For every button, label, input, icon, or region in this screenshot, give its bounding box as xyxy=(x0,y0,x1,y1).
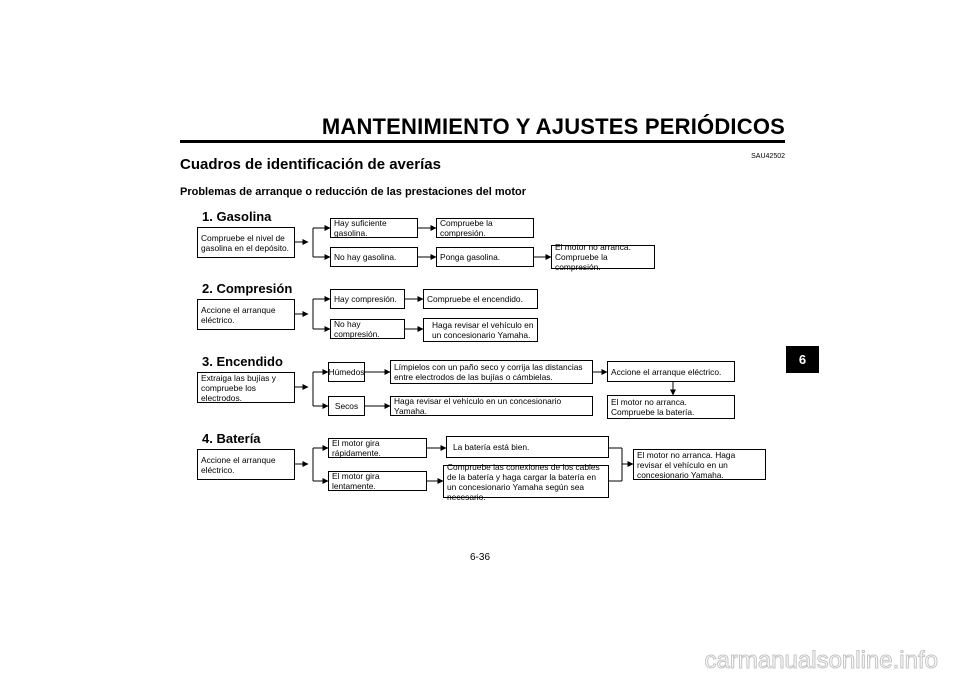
section-subtitle: Problemas de arranque o reducción de las prestaciones del motor xyxy=(180,186,526,198)
compresion-no-action-box: Haga revisar el vehículo en un concesionario Yamaha. xyxy=(423,318,538,342)
section-title: Cuadros de identificación de averías xyxy=(180,156,441,173)
gasolina-start-box: Compruebe el nivel de gasolina en el depósito. xyxy=(197,227,295,258)
section-code: SAU42502 xyxy=(751,153,785,160)
bateria-start-box: Accione el arranque eléctrico. xyxy=(197,449,295,480)
encendido-dry-action-box: Haga revisar el vehículo en un concesionario Yamaha. xyxy=(390,396,593,416)
flow-title-bateria: 4. Batería xyxy=(202,431,261,446)
gasolina-yes-action-box: Compruebe la compresión. xyxy=(436,218,534,238)
gasolina-result-box: El motor no arranca. Compruebe la compresión. xyxy=(551,245,655,269)
encendido-wet-action-box: Límpielos con un paño seco y corrija las distancias entre electrodos de las bujías o cámbielas. xyxy=(390,360,593,384)
watermark-text: carmanualsonline.info xyxy=(704,647,938,674)
bateria-fast-action-box: La batería está bien. xyxy=(446,436,609,458)
bateria-result-box: El motor no arranca. Haga revisar el vehículo en un concesionario Yamaha. xyxy=(633,449,766,480)
flow-title-compresion: 2. Compresión xyxy=(202,281,293,296)
page-number: 6-36 xyxy=(469,552,490,563)
compresion-yes-action-box: Compruebe el encendido. xyxy=(423,289,538,309)
encendido-wet-box: Húmedos xyxy=(328,362,365,382)
bateria-fast-box: El motor gira rápidamente. xyxy=(328,438,427,458)
chapter-tab: 6 xyxy=(786,346,819,373)
encendido-start-box: Extraiga las bujías y compruebe los electrodos. xyxy=(197,372,295,403)
encendido-wet-next-box: Accione el arranque eléctrico. xyxy=(607,361,735,382)
flow-title-gasolina: 1. Gasolina xyxy=(202,209,272,224)
gasolina-no-action-box: Ponga gasolina. xyxy=(436,247,534,267)
compresion-no-box: No hay compresión. xyxy=(330,319,405,339)
flow-title-encendido: 3. Encendido xyxy=(202,354,283,369)
compresion-yes-box: Hay compresión. xyxy=(330,289,405,309)
page-title: MANTENIMIENTO Y AJUSTES PERIÓDICOS xyxy=(321,114,785,139)
gasolina-no-box: No hay gasolina. xyxy=(330,247,418,267)
encendido-wet-result-box: El motor no arranca. Compruebe la batería. xyxy=(607,395,735,419)
gasolina-yes-box: Hay suficiente gasolina. xyxy=(330,218,418,238)
compresion-start-box: Accione el arranque eléctrico. xyxy=(197,299,295,330)
encendido-dry-box: Secos xyxy=(328,396,365,416)
bateria-slow-action-box: Compruebe las conexiones de los cables de la batería y haga cargar la batería en un concesionario Yamaha según sea necesario. xyxy=(443,465,609,498)
bateria-slow-box: El motor gira lentamente. xyxy=(328,471,427,491)
